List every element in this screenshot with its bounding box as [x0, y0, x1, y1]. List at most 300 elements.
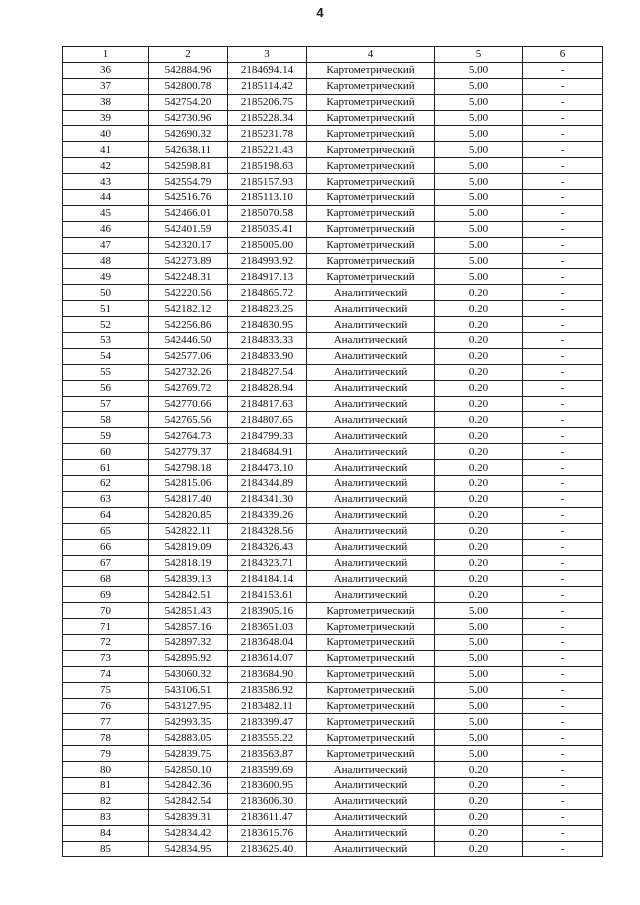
x-coordinate-cell: 542446.50 [149, 333, 228, 349]
y-coordinate-cell: 2184184.14 [228, 571, 307, 587]
accuracy-cell: 5.00 [435, 174, 523, 190]
note-cell: - [523, 126, 603, 142]
y-coordinate-cell: 2183482.11 [228, 698, 307, 714]
y-coordinate-cell: 2184694.14 [228, 62, 307, 78]
accuracy-cell: 5.00 [435, 205, 523, 221]
point-number-cell: 74 [63, 666, 149, 682]
x-coordinate-cell: 542730.96 [149, 110, 228, 126]
accuracy-cell: 0.20 [435, 539, 523, 555]
note-cell: - [523, 444, 603, 460]
method-cell: Аналитический [307, 364, 435, 380]
method-cell: Картометрический [307, 221, 435, 237]
accuracy-cell: 0.20 [435, 317, 523, 333]
table-row [63, 380, 603, 396]
note-cell: - [523, 190, 603, 206]
point-number-cell: 37 [63, 78, 149, 94]
x-coordinate-cell: 542993.35 [149, 714, 228, 730]
point-number-cell: 61 [63, 460, 149, 476]
table-row [63, 650, 603, 666]
table-row [63, 253, 603, 269]
column-header-4: 4 [307, 47, 435, 63]
point-number-cell: 47 [63, 237, 149, 253]
x-coordinate-cell: 542320.17 [149, 237, 228, 253]
table-row [63, 730, 603, 746]
table-row [63, 460, 603, 476]
note-cell: - [523, 587, 603, 603]
method-cell: Картометрический [307, 619, 435, 635]
x-coordinate-cell: 542598.81 [149, 158, 228, 174]
y-coordinate-cell: 2184993.92 [228, 253, 307, 269]
method-cell: Аналитический [307, 333, 435, 349]
point-number-cell: 78 [63, 730, 149, 746]
column-header-2: 2 [149, 47, 228, 63]
table-row [63, 619, 603, 635]
table-row [63, 841, 603, 857]
note-cell: - [523, 142, 603, 158]
note-cell: - [523, 428, 603, 444]
accuracy-cell: 5.00 [435, 110, 523, 126]
point-number-cell: 39 [63, 110, 149, 126]
x-coordinate-cell: 542851.43 [149, 603, 228, 619]
table-body [63, 62, 603, 857]
y-coordinate-cell: 2183606.30 [228, 793, 307, 809]
table-row [63, 237, 603, 253]
y-coordinate-cell: 2183555.22 [228, 730, 307, 746]
accuracy-cell: 5.00 [435, 682, 523, 698]
note-cell: - [523, 666, 603, 682]
method-cell: Аналитический [307, 444, 435, 460]
point-number-cell: 41 [63, 142, 149, 158]
table-row [63, 126, 603, 142]
table-row [63, 62, 603, 78]
note-cell: - [523, 301, 603, 317]
accuracy-cell: 5.00 [435, 78, 523, 94]
table-row [63, 396, 603, 412]
method-cell: Картометрический [307, 205, 435, 221]
x-coordinate-cell: 542818.19 [149, 555, 228, 571]
method-cell: Аналитический [307, 793, 435, 809]
accuracy-cell: 5.00 [435, 746, 523, 762]
accuracy-cell: 0.20 [435, 809, 523, 825]
point-number-cell: 48 [63, 253, 149, 269]
accuracy-cell: 5.00 [435, 237, 523, 253]
note-cell: - [523, 158, 603, 174]
y-coordinate-cell: 2183599.69 [228, 762, 307, 778]
point-number-cell: 40 [63, 126, 149, 142]
note-cell: - [523, 364, 603, 380]
x-coordinate-cell: 542839.13 [149, 571, 228, 587]
x-coordinate-cell: 542769.72 [149, 380, 228, 396]
x-coordinate-cell: 542248.31 [149, 269, 228, 285]
accuracy-cell: 5.00 [435, 634, 523, 650]
point-number-cell: 85 [63, 841, 149, 857]
y-coordinate-cell: 2184341.30 [228, 491, 307, 507]
accuracy-cell: 0.20 [435, 762, 523, 778]
accuracy-cell: 0.20 [435, 348, 523, 364]
y-coordinate-cell: 2184823.25 [228, 301, 307, 317]
y-coordinate-cell: 2185157.93 [228, 174, 307, 190]
note-cell: - [523, 396, 603, 412]
method-cell: Картометрический [307, 634, 435, 650]
point-number-cell: 50 [63, 285, 149, 301]
table-row [63, 317, 603, 333]
note-cell: - [523, 634, 603, 650]
table-row [63, 333, 603, 349]
accuracy-cell: 0.20 [435, 825, 523, 841]
column-header-3: 3 [228, 47, 307, 63]
point-number-cell: 46 [63, 221, 149, 237]
column-header-5: 5 [435, 47, 523, 63]
y-coordinate-cell: 2184865.72 [228, 285, 307, 301]
method-cell: Картометрический [307, 730, 435, 746]
note-cell: - [523, 110, 603, 126]
table-row [63, 142, 603, 158]
x-coordinate-cell: 542842.54 [149, 793, 228, 809]
method-cell: Аналитический [307, 412, 435, 428]
point-number-cell: 70 [63, 603, 149, 619]
x-coordinate-cell: 542220.56 [149, 285, 228, 301]
y-coordinate-cell: 2184827.54 [228, 364, 307, 380]
point-number-cell: 51 [63, 301, 149, 317]
method-cell: Аналитический [307, 571, 435, 587]
accuracy-cell: 5.00 [435, 666, 523, 682]
x-coordinate-cell: 542857.16 [149, 619, 228, 635]
method-cell: Аналитический [307, 301, 435, 317]
accuracy-cell: 0.20 [435, 380, 523, 396]
note-cell: - [523, 825, 603, 841]
x-coordinate-cell: 542577.06 [149, 348, 228, 364]
y-coordinate-cell: 2183600.95 [228, 777, 307, 793]
method-cell: Картометрический [307, 714, 435, 730]
note-cell: - [523, 412, 603, 428]
x-coordinate-cell: 542817.40 [149, 491, 228, 507]
x-coordinate-cell: 543106.51 [149, 682, 228, 698]
point-number-cell: 52 [63, 317, 149, 333]
accuracy-cell: 0.20 [435, 333, 523, 349]
table-row [63, 444, 603, 460]
y-coordinate-cell: 2185005.00 [228, 237, 307, 253]
x-coordinate-cell: 542883.05 [149, 730, 228, 746]
point-number-cell: 58 [63, 412, 149, 428]
method-cell: Картометрический [307, 158, 435, 174]
accuracy-cell: 0.20 [435, 793, 523, 809]
x-coordinate-cell: 542834.42 [149, 825, 228, 841]
column-header-1: 1 [63, 47, 149, 63]
y-coordinate-cell: 2183648.04 [228, 634, 307, 650]
table-row [63, 476, 603, 492]
method-cell: Картометрический [307, 110, 435, 126]
x-coordinate-cell: 542765.56 [149, 412, 228, 428]
x-coordinate-cell: 542401.59 [149, 221, 228, 237]
point-number-cell: 64 [63, 507, 149, 523]
table-row [63, 825, 603, 841]
table-row [63, 110, 603, 126]
table-row [63, 364, 603, 380]
y-coordinate-cell: 2185113.10 [228, 190, 307, 206]
page-number: 4 [316, 5, 324, 20]
method-cell: Картометрический [307, 650, 435, 666]
table-row [63, 762, 603, 778]
column-header-6: 6 [523, 47, 603, 63]
x-coordinate-cell: 542638.11 [149, 142, 228, 158]
note-cell: - [523, 841, 603, 857]
note-cell: - [523, 539, 603, 555]
method-cell: Аналитический [307, 539, 435, 555]
y-coordinate-cell: 2185231.78 [228, 126, 307, 142]
x-coordinate-cell: 542764.73 [149, 428, 228, 444]
accuracy-cell: 0.20 [435, 555, 523, 571]
table-row [63, 634, 603, 650]
header-row [63, 47, 603, 63]
x-coordinate-cell: 542690.32 [149, 126, 228, 142]
table-row [63, 301, 603, 317]
table-row [63, 221, 603, 237]
point-number-cell: 57 [63, 396, 149, 412]
y-coordinate-cell: 2185221.43 [228, 142, 307, 158]
x-coordinate-cell: 542256.86 [149, 317, 228, 333]
note-cell: - [523, 174, 603, 190]
x-coordinate-cell: 542516.76 [149, 190, 228, 206]
point-number-cell: 80 [63, 762, 149, 778]
method-cell: Картометрический [307, 190, 435, 206]
accuracy-cell: 5.00 [435, 698, 523, 714]
point-number-cell: 43 [63, 174, 149, 190]
x-coordinate-cell: 542895.92 [149, 650, 228, 666]
note-cell: - [523, 682, 603, 698]
method-cell: Аналитический [307, 396, 435, 412]
method-cell: Картометрический [307, 603, 435, 619]
method-cell: Картометрический [307, 94, 435, 110]
point-number-cell: 62 [63, 476, 149, 492]
note-cell: - [523, 253, 603, 269]
point-number-cell: 54 [63, 348, 149, 364]
accuracy-cell: 0.20 [435, 364, 523, 380]
accuracy-cell: 5.00 [435, 94, 523, 110]
method-cell: Картометрический [307, 78, 435, 94]
accuracy-cell: 5.00 [435, 650, 523, 666]
method-cell: Картометрический [307, 237, 435, 253]
method-cell: Аналитический [307, 317, 435, 333]
method-cell: Аналитический [307, 762, 435, 778]
y-coordinate-cell: 2184326.43 [228, 539, 307, 555]
table-row [63, 190, 603, 206]
y-coordinate-cell: 2183684.90 [228, 666, 307, 682]
accuracy-cell: 0.20 [435, 396, 523, 412]
y-coordinate-cell: 2185070.58 [228, 205, 307, 221]
accuracy-cell: 5.00 [435, 603, 523, 619]
point-number-cell: 72 [63, 634, 149, 650]
x-coordinate-cell: 542770.66 [149, 396, 228, 412]
accuracy-cell: 0.20 [435, 777, 523, 793]
note-cell: - [523, 555, 603, 571]
point-number-cell: 38 [63, 94, 149, 110]
x-coordinate-cell: 542273.89 [149, 253, 228, 269]
accuracy-cell: 0.20 [435, 841, 523, 857]
table-row [63, 793, 603, 809]
point-number-cell: 65 [63, 523, 149, 539]
point-number-cell: 44 [63, 190, 149, 206]
note-cell: - [523, 762, 603, 778]
note-cell: - [523, 78, 603, 94]
accuracy-cell: 0.20 [435, 285, 523, 301]
y-coordinate-cell: 2184473.10 [228, 460, 307, 476]
note-cell: - [523, 698, 603, 714]
point-number-cell: 84 [63, 825, 149, 841]
note-cell: - [523, 94, 603, 110]
method-cell: Картометрический [307, 253, 435, 269]
point-number-cell: 55 [63, 364, 149, 380]
note-cell: - [523, 205, 603, 221]
note-cell: - [523, 348, 603, 364]
x-coordinate-cell: 542800.78 [149, 78, 228, 94]
accuracy-cell: 5.00 [435, 190, 523, 206]
note-cell: - [523, 714, 603, 730]
table-row [63, 523, 603, 539]
accuracy-cell: 5.00 [435, 142, 523, 158]
x-coordinate-cell: 542466.01 [149, 205, 228, 221]
accuracy-cell: 5.00 [435, 158, 523, 174]
note-cell: - [523, 619, 603, 635]
y-coordinate-cell: 2184833.33 [228, 333, 307, 349]
table-header [63, 47, 603, 63]
note-cell: - [523, 746, 603, 762]
note-cell: - [523, 237, 603, 253]
x-coordinate-cell: 542850.10 [149, 762, 228, 778]
note-cell: - [523, 285, 603, 301]
method-cell: Аналитический [307, 285, 435, 301]
x-coordinate-cell: 542554.79 [149, 174, 228, 190]
y-coordinate-cell: 2184339.26 [228, 507, 307, 523]
y-coordinate-cell: 2185206.75 [228, 94, 307, 110]
accuracy-cell: 0.20 [435, 428, 523, 444]
note-cell: - [523, 777, 603, 793]
y-coordinate-cell: 2184828.94 [228, 380, 307, 396]
x-coordinate-cell: 542732.26 [149, 364, 228, 380]
note-cell: - [523, 221, 603, 237]
point-number-cell: 82 [63, 793, 149, 809]
point-number-cell: 59 [63, 428, 149, 444]
accuracy-cell: 0.20 [435, 587, 523, 603]
method-cell: Аналитический [307, 825, 435, 841]
accuracy-cell: 0.20 [435, 301, 523, 317]
point-number-cell: 75 [63, 682, 149, 698]
note-cell: - [523, 650, 603, 666]
method-cell: Аналитический [307, 380, 435, 396]
x-coordinate-cell: 542842.51 [149, 587, 228, 603]
method-cell: Картометрический [307, 698, 435, 714]
note-cell: - [523, 571, 603, 587]
y-coordinate-cell: 2183625.40 [228, 841, 307, 857]
table-row [63, 348, 603, 364]
method-cell: Аналитический [307, 809, 435, 825]
x-coordinate-cell: 542815.06 [149, 476, 228, 492]
y-coordinate-cell: 2185228.34 [228, 110, 307, 126]
note-cell: - [523, 62, 603, 78]
point-number-cell: 76 [63, 698, 149, 714]
point-number-cell: 69 [63, 587, 149, 603]
y-coordinate-cell: 2184323.71 [228, 555, 307, 571]
y-coordinate-cell: 2185035.41 [228, 221, 307, 237]
note-cell: - [523, 380, 603, 396]
method-cell: Картометрический [307, 269, 435, 285]
table-row [63, 571, 603, 587]
y-coordinate-cell: 2184807.65 [228, 412, 307, 428]
note-cell: - [523, 793, 603, 809]
table-row [63, 428, 603, 444]
note-cell: - [523, 317, 603, 333]
accuracy-cell: 5.00 [435, 62, 523, 78]
y-coordinate-cell: 2183586.92 [228, 682, 307, 698]
x-coordinate-cell: 542819.09 [149, 539, 228, 555]
point-number-cell: 60 [63, 444, 149, 460]
x-coordinate-cell: 542779.37 [149, 444, 228, 460]
accuracy-cell: 5.00 [435, 619, 523, 635]
table-row [63, 777, 603, 793]
method-cell: Аналитический [307, 348, 435, 364]
accuracy-cell: 5.00 [435, 714, 523, 730]
table-row [63, 174, 603, 190]
table-row [63, 158, 603, 174]
accuracy-cell: 0.20 [435, 571, 523, 587]
y-coordinate-cell: 2183563.87 [228, 746, 307, 762]
table-row [63, 412, 603, 428]
point-number-cell: 49 [63, 269, 149, 285]
y-coordinate-cell: 2185114.42 [228, 78, 307, 94]
x-coordinate-cell: 542842.36 [149, 777, 228, 793]
accuracy-cell: 0.20 [435, 507, 523, 523]
y-coordinate-cell: 2184153.61 [228, 587, 307, 603]
method-cell: Аналитический [307, 507, 435, 523]
table-row [63, 666, 603, 682]
y-coordinate-cell: 2183651.03 [228, 619, 307, 635]
y-coordinate-cell: 2183905.16 [228, 603, 307, 619]
method-cell: Аналитический [307, 841, 435, 857]
method-cell: Аналитический [307, 555, 435, 571]
point-number-cell: 73 [63, 650, 149, 666]
x-coordinate-cell: 542754.20 [149, 94, 228, 110]
table-row [63, 746, 603, 762]
note-cell: - [523, 507, 603, 523]
y-coordinate-cell: 2184344.89 [228, 476, 307, 492]
point-number-cell: 36 [63, 62, 149, 78]
table-row [63, 698, 603, 714]
accuracy-cell: 0.20 [435, 476, 523, 492]
point-number-cell: 56 [63, 380, 149, 396]
x-coordinate-cell: 542834.95 [149, 841, 228, 857]
point-number-cell: 77 [63, 714, 149, 730]
point-number-cell: 45 [63, 205, 149, 221]
method-cell: Картометрический [307, 62, 435, 78]
y-coordinate-cell: 2184917.13 [228, 269, 307, 285]
note-cell: - [523, 730, 603, 746]
y-coordinate-cell: 2184328.56 [228, 523, 307, 539]
table-row [63, 809, 603, 825]
x-coordinate-cell: 543060.32 [149, 666, 228, 682]
x-coordinate-cell: 542820.85 [149, 507, 228, 523]
y-coordinate-cell: 2183615.76 [228, 825, 307, 841]
y-coordinate-cell: 2184799.33 [228, 428, 307, 444]
point-number-cell: 63 [63, 491, 149, 507]
accuracy-cell: 5.00 [435, 253, 523, 269]
method-cell: Аналитический [307, 491, 435, 507]
method-cell: Аналитический [307, 428, 435, 444]
x-coordinate-cell: 543127.95 [149, 698, 228, 714]
table-row [63, 603, 603, 619]
accuracy-cell: 0.20 [435, 523, 523, 539]
y-coordinate-cell: 2183614.07 [228, 650, 307, 666]
table-row [63, 682, 603, 698]
accuracy-cell: 5.00 [435, 730, 523, 746]
